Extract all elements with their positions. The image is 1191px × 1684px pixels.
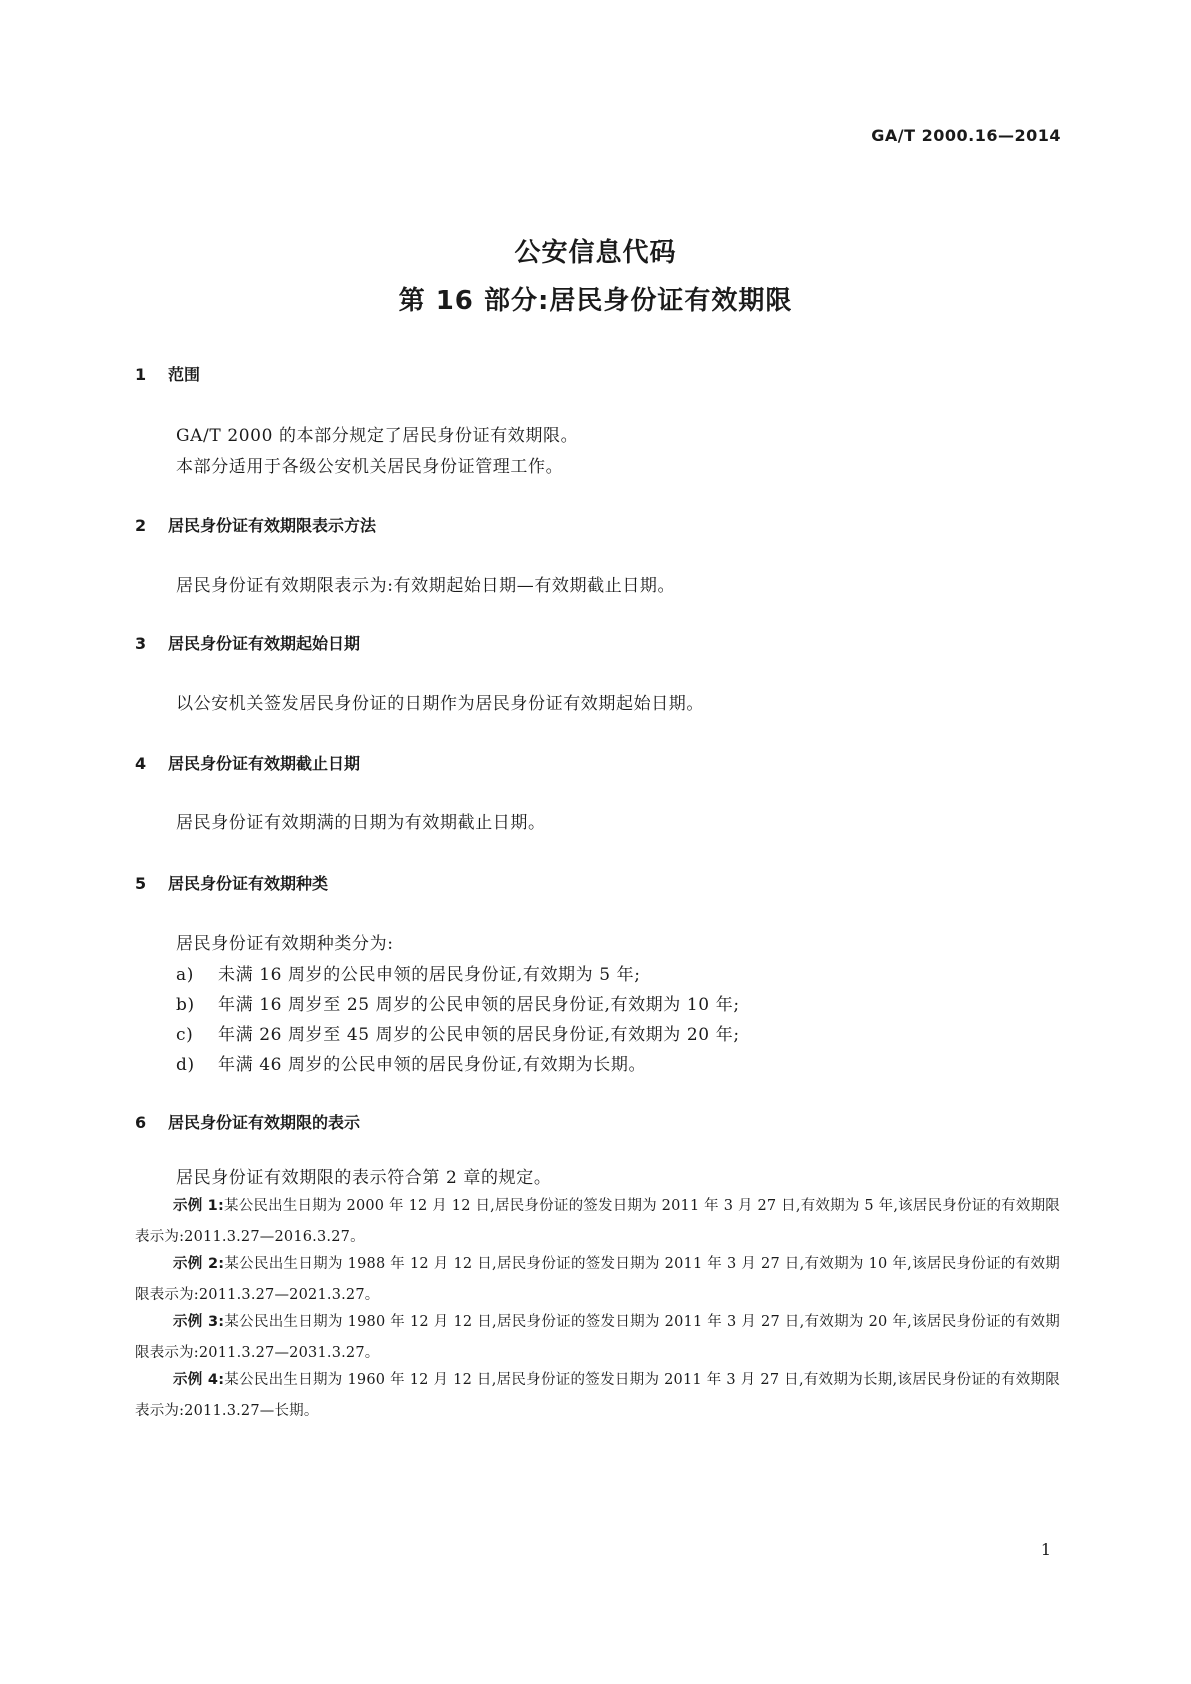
paragraph: 居民身份证有效期限的表示符合第 2 章的规定。 [176, 1168, 552, 1188]
example-label: 示例 3: [173, 1314, 225, 1330]
list-item [176, 990, 740, 1015]
list-item-label: d) [176, 1055, 195, 1075]
list-item-label: c) [176, 1025, 194, 1045]
example-text: 某公民出生日期为 2000 年 12 月 12 日,居民身份证的签发日期为 2011 年 3 月 27 日,有效期为 5 年,该居民身份证的有效期限表示为:2011.3.27—2016.3.27。 [135, 1198, 1060, 1245]
list-item-text: 年满 26 周岁至 45 周岁的公民申领的居民身份证,有效期为 20 年; [218, 1025, 740, 1045]
section-1-heading [135, 362, 200, 385]
section-title: 范围 [168, 365, 201, 384]
section-number: 6 [135, 1113, 147, 1132]
section-number: 4 [135, 754, 147, 773]
example-label: 示例 4: [173, 1372, 225, 1388]
section-5-heading [135, 871, 328, 894]
example-text: 某公民出生日期为 1980 年 12 月 12 日,居民身份证的签发日期为 2011 年 3 月 27 日,有效期为 20 年,该居民身份证的有效期限表示为:2011.3.27—2031.3.27。 [135, 1314, 1061, 1361]
section-4-heading [135, 751, 360, 774]
section-title: 居民身份证有效期截止日期 [168, 754, 361, 773]
section-2-heading [135, 513, 376, 536]
section-number: 5 [135, 874, 147, 893]
example-4 [135, 1365, 1060, 1427]
list-item [176, 960, 641, 985]
paragraph: 居民身份证有效期满的日期为有效期截止日期。 [176, 813, 546, 833]
section-title: 居民身份证有效期限的表示 [168, 1113, 361, 1132]
example-text: 某公民出生日期为 1988 年 12 月 12 日,居民身份证的签发日期为 2011 年 3 月 27 日,有效期为 10 年,该居民身份证的有效期限表示为:2011.3.27—2021.3.27。 [135, 1256, 1061, 1303]
paragraph: 居民身份证有效期限表示为:有效期起始日期—有效期截止日期。 [176, 576, 676, 596]
page-number: 1 [1040, 1540, 1051, 1559]
list-item [176, 1020, 740, 1045]
paragraph: 以公安机关签发居民身份证的日期作为居民身份证有效期起始日期。 [176, 694, 704, 714]
example-text: 某公民出生日期为 1960 年 12 月 12 日,居民身份证的签发日期为 2011 年 3 月 27 日,有效期为长期,该居民身份证的有效期限表示为:2011.3.27—长期。 [135, 1372, 1060, 1419]
list-item-text: 年满 16 周岁至 25 周岁的公民申领的居民身份证,有效期为 10 年; [218, 995, 740, 1015]
paragraph: 居民身份证有效期种类分为: [176, 934, 394, 954]
example-2 [135, 1249, 1060, 1311]
section-3-heading [135, 631, 360, 654]
example-label: 示例 1: [173, 1198, 224, 1214]
section-title: 居民身份证有效期种类 [168, 874, 329, 893]
example-3 [135, 1307, 1060, 1369]
paragraph: 本部分适用于各级公安机关居民身份证管理工作。 [176, 457, 564, 477]
document-title: 公安信息代码 [514, 238, 677, 268]
section-title: 居民身份证有效期起始日期 [168, 634, 361, 653]
list-item-label: a) [176, 965, 194, 985]
example-label: 示例 2: [173, 1256, 225, 1272]
example-1 [135, 1191, 1060, 1253]
section-title: 居民身份证有效期限表示方法 [168, 516, 377, 535]
list-item [176, 1050, 646, 1075]
paragraph: GA/T 2000 的本部分规定了居民身份证有效期限。 [176, 426, 579, 446]
section-number: 1 [135, 365, 147, 384]
list-item-text: 年满 46 周岁的公民申领的居民身份证,有效期为长期。 [218, 1055, 647, 1075]
standard-code: GA/T 2000.16—2014 [871, 126, 1061, 145]
section-number: 2 [135, 516, 147, 535]
list-item-label: b) [176, 995, 195, 1015]
list-item-text: 未满 16 周岁的公民申领的居民身份证,有效期为 5 年; [218, 965, 641, 985]
section-6-heading [135, 1110, 360, 1133]
document-subtitle: 第 16 部分:居民身份证有效期限 [398, 286, 793, 316]
section-number: 3 [135, 634, 147, 653]
